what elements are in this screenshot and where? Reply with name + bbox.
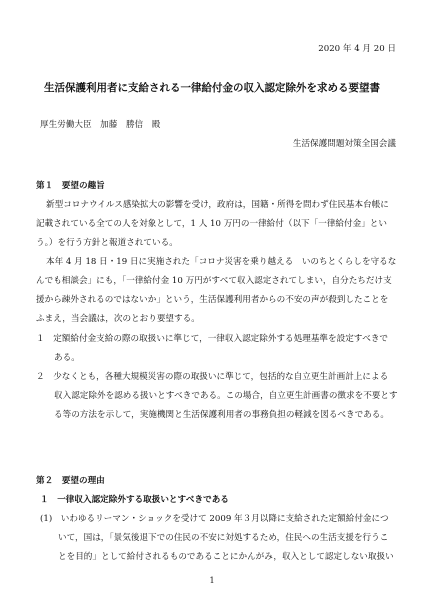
paragraph-line: 記載されている全ての人を対象として，1 人 10 万円の一律給付（以下「一律給付金」とい	[36, 219, 387, 229]
request-item-2-cont: 収入認定除外を認める扱いとすべきである。この場合，自立更生計画書の徴求を不要とす	[54, 391, 398, 401]
paragraph-line: 援から疎外されるのではないか」という，生活保護利用者からの不安の声が殺到したことを	[36, 295, 389, 305]
reason-line: いて，国は，「景気後退下での住民の不安に対処するため，住民への生活支援を行うこ	[58, 533, 389, 543]
reason-line: とを目的」として給付されるものであることにかんがみ，収入として認定しない取扱い	[58, 552, 394, 562]
paragraph-line: んでも相談会」にも，「一律給付金 10 万円がすべて収入認定されてしまい，自分たちだけ支	[36, 276, 392, 286]
request-item-2: ２ 少なくとも，各種大規模災害の際の取扱いに準じて，包括的な自立更生計画計上による	[36, 372, 389, 382]
request-item-2-cont: る等の方法を示して，実施機関と生活保護利用者の事務負担の軽減を図るべきである。	[54, 410, 389, 420]
paragraph-line: 本年 4 月 18 日・19 日に実施された「コロナ災害を乗り越える いのちとくらしを守るな	[46, 257, 397, 267]
paragraph-line: 新型コロナウイルス感染拡大の影響を受け，政府は，国籍・所得を問わず住民基本台帳に	[46, 200, 389, 210]
paragraph-line: ふまえ，当会議は，次のとおり要望する。	[36, 314, 200, 324]
subsection-heading: １ 一律収入認定除外する取扱いとすべきである	[40, 495, 229, 505]
document-title: 生活保護利用者に支給される一律給付金の収入認定除外を求める要望書	[44, 82, 380, 94]
document-date: 2020 年 4 月 20 日	[318, 44, 396, 54]
sender-organization: 生活保護問題対策全国会議	[292, 139, 396, 149]
page-number: 1	[209, 576, 215, 585]
reason-line: (1) いわゆるリーマン・ショックを受けて 2009 年３月以降に支給された定額給付金につ	[40, 514, 389, 524]
paragraph-line: う。）を行う方針と報道されている。	[36, 238, 178, 248]
request-item-1: １ 定額給付金支給の際の取扱いに準じて，一律収入認定除外する処理基準を設定すべきで	[36, 334, 389, 344]
section-heading-purpose: 第１ 要望の趣旨	[36, 181, 105, 191]
section-heading-reasons: 第２ 要望の理由	[36, 476, 105, 486]
addressee: 厚生労働大臣 加藤 勝信 殿	[40, 120, 161, 130]
request-item-1-cont: ある。	[54, 353, 80, 363]
